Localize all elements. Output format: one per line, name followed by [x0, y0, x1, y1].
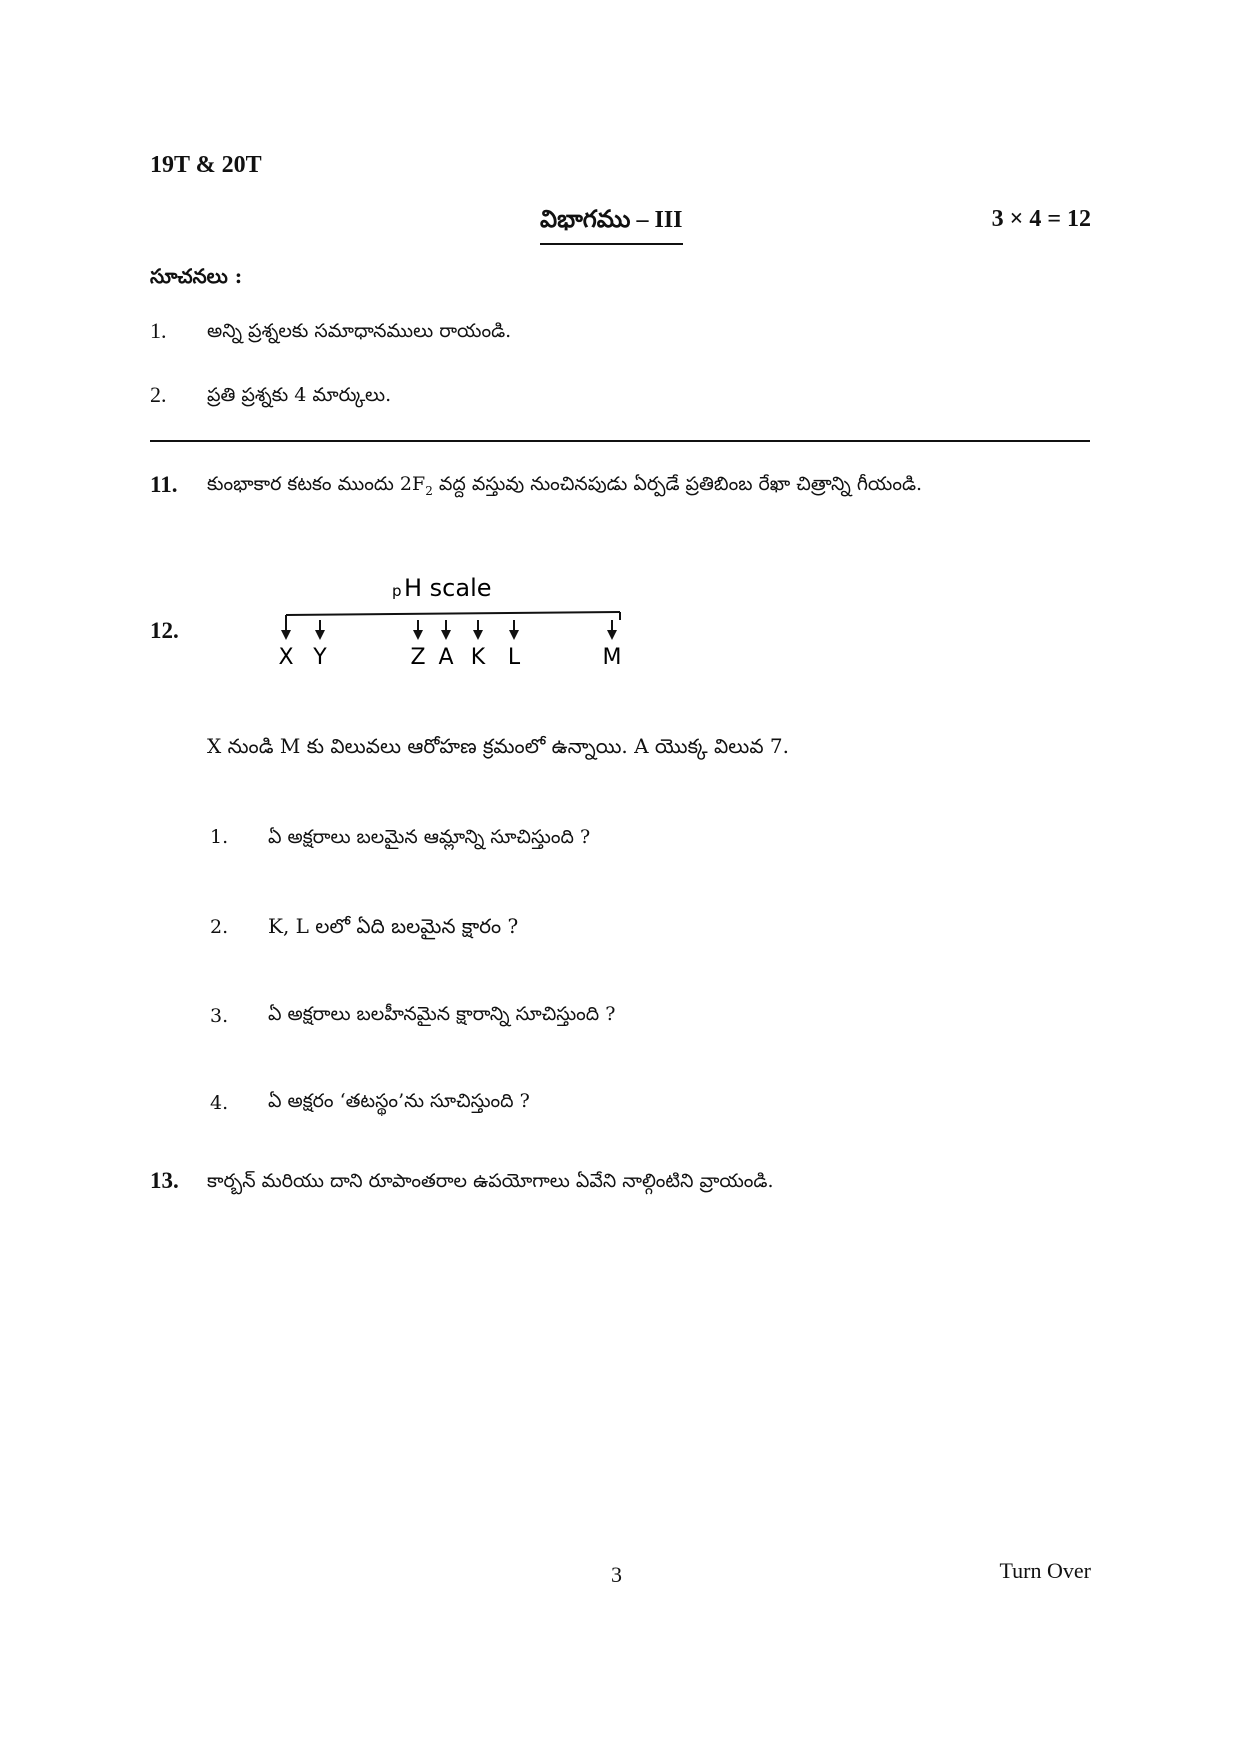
instructions-title: సూచనలు :: [150, 264, 243, 288]
ph-arrow-head-k: [473, 630, 483, 640]
turn-over-label: Turn Over: [999, 1558, 1091, 1583]
question-11-subscript: 2: [425, 483, 433, 498]
ph-label-x: X: [278, 645, 294, 670]
subquestion-number: 2.: [210, 916, 229, 938]
ph-label-m: M: [602, 645, 622, 670]
instruction-number: 1.: [150, 318, 167, 343]
ph-label-z: Z: [410, 645, 426, 670]
section-title: విభాగము – III: [540, 206, 683, 245]
subquestion-text: ఏ అక్షరం ‘తటస్థం’ను సూచిస్తుంది ?: [268, 1090, 530, 1112]
question-12-statement: X నుండి M కు విలువలు ఆరోహణ క్రమంలో ఉన్నాయి. A యొక్క విలువ 7.: [207, 734, 790, 758]
subquestion-text: K, L లలో ఏది బలమైన క్షారం ?: [268, 914, 519, 938]
ph-arrow-head-x: [281, 630, 291, 640]
subquestion-number: 3.: [210, 1005, 229, 1027]
question-number: 13.: [150, 1168, 179, 1193]
instruction-text: అన్ని ప్రశ్నలకు సమాధానములు రాయండి.: [207, 320, 512, 342]
question-number: 12.: [150, 618, 179, 643]
ph-arrow-head-z: [413, 630, 423, 640]
subquestion-number: 1.: [210, 826, 229, 848]
ph-label-l: L: [507, 645, 521, 670]
ph-label-a: A: [438, 645, 454, 670]
ph-scale-line: [286, 612, 620, 615]
ph-label-k: K: [470, 645, 486, 670]
question-13-text: కార్బన్ మరియు దాని రూపాంతరాల ఉపయోగాలు ఏవేని నాల్గింటిని వ్రాయండి.: [207, 1170, 774, 1192]
paper-code: 19T & 20T: [150, 152, 262, 178]
ph-scale-diagram: [260, 560, 640, 680]
ph-scale-title-p: p: [392, 582, 402, 600]
instruction-number: 2.: [150, 382, 167, 407]
ph-arrow-head-y: [315, 630, 325, 640]
ph-scale-title: H scale: [404, 574, 492, 602]
question-11-text: [207, 473, 922, 500]
question-number: 11.: [150, 472, 178, 497]
subquestion-text: ఏ అక్షరాలు బలమైన ఆమ్లాన్ని సూచిస్తుంది ?: [268, 826, 591, 848]
section-divider: [150, 440, 1090, 442]
question-11-text-after: వద్ద వస్తువు నుంచినపుడు ఏర్పడే ప్రతిబింబ రేఖా చిత్రాన్ని గీయండి.: [432, 473, 923, 495]
ph-arrow-head-a: [441, 630, 451, 640]
marks-formula: 3 × 4 = 12: [991, 206, 1091, 232]
subquestion-text: ఏ అక్షరాలు బలహీనమైన క్షారాన్ని సూచిస్తుంది ?: [268, 1003, 616, 1025]
page-number: 3: [611, 1562, 622, 1587]
question-11-text-before: కుంభాకార కటకం ముందు 2F: [207, 473, 426, 495]
subquestion-number: 4.: [210, 1092, 229, 1114]
ph-arrow-head-l: [509, 630, 519, 640]
ph-label-y: Y: [313, 645, 327, 670]
instruction-text: ప్రతి ప్రశ్నకు 4 మార్కులు.: [207, 384, 392, 406]
ph-arrow-head-m: [607, 630, 617, 640]
